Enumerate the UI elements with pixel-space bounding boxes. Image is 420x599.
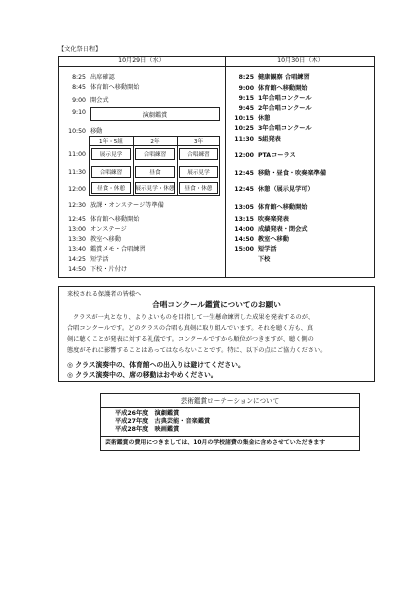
event: 教室へ移動 bbox=[90, 236, 121, 243]
notice-point: ◎ クラス演奏中の、席の移動はおやめください。 bbox=[67, 371, 218, 379]
notice-box bbox=[58, 286, 375, 382]
event: 休憩（展示見学可） bbox=[258, 186, 314, 193]
time: 14:50 bbox=[68, 266, 86, 273]
time: 8:45 bbox=[72, 84, 86, 91]
event: 3年合唱コンクール bbox=[258, 125, 312, 132]
time: 10:25 bbox=[234, 125, 254, 132]
day1-date: 10月29日（水） bbox=[118, 57, 165, 64]
notice-point: ◎ クラス演奏中の、体育館への出入りは避けてください。 bbox=[67, 361, 245, 369]
event: 体育館へ移動開始 bbox=[258, 85, 308, 92]
event: 放課・オンステージ等準備 bbox=[90, 202, 164, 209]
event: 開会式 bbox=[90, 97, 109, 104]
event: 体育館へ移動開始 bbox=[90, 216, 140, 223]
event: 健康観察 合唱練習 bbox=[258, 74, 310, 81]
rotation-item: 平成28年度 映画鑑賞 bbox=[115, 426, 180, 433]
time: 9:00 bbox=[238, 85, 254, 92]
time: 9:45 bbox=[238, 105, 254, 112]
notice-body-line: 合唱コンクールです。どのクラスの合唱も真剣に取り組んでいます。それを聴く方も、真 bbox=[67, 325, 314, 332]
notice-body-line: 態度がそれに影響することはあってはならないことです。特に、以下の点にご協力ください。 bbox=[67, 347, 327, 354]
grid-cell: 合唱練習 bbox=[91, 166, 131, 178]
rotation-title: 芸術鑑賞ローテーションについて bbox=[180, 397, 280, 405]
header-rule bbox=[58, 66, 375, 67]
time: 10:50 bbox=[68, 128, 86, 135]
grid-cell: 展示見学 bbox=[91, 148, 131, 160]
time: 12:45 bbox=[68, 216, 86, 223]
event: 短学活 bbox=[258, 246, 277, 253]
grid-cell: 合唱練習 bbox=[179, 148, 218, 160]
grid-cell: 展示見学・休憩 bbox=[135, 182, 175, 194]
rotation-item: 平成27年度 古典芸能・音楽鑑賞 bbox=[115, 418, 211, 425]
time: 12:30 bbox=[68, 202, 86, 209]
time: 14:00 bbox=[234, 226, 254, 233]
time: 8:25 bbox=[72, 74, 86, 81]
event: 短学活 bbox=[90, 256, 109, 263]
time: 14:25 bbox=[68, 256, 86, 263]
event: 下校 bbox=[258, 256, 271, 263]
day-divider bbox=[225, 56, 226, 278]
grid-header: 3年 bbox=[193, 138, 204, 145]
time: 9:10 bbox=[72, 109, 86, 116]
event: 2年合唱コンクール bbox=[258, 105, 312, 112]
time: 13:30 bbox=[68, 236, 86, 243]
time: 12:00 bbox=[234, 152, 254, 159]
notice-greeting: 来校される保護者の皆様へ bbox=[67, 291, 142, 298]
event: 5組発表 bbox=[258, 136, 281, 143]
grid-rule bbox=[89, 145, 220, 146]
event: 移動・昼食・吹奏楽準備 bbox=[258, 170, 327, 177]
rotation-footer: 芸術鑑賞の費用につきましては、10月の学校諸費の集金に含めさせていただきます bbox=[105, 440, 326, 446]
event: PTAコーラス bbox=[258, 152, 296, 159]
grid-cell: 昼食・休憩 bbox=[179, 182, 218, 194]
time: 12:00 bbox=[68, 186, 86, 193]
event: 出席確認 bbox=[90, 74, 115, 81]
event: 休憩 bbox=[258, 115, 271, 122]
time: 13:40 bbox=[68, 246, 86, 253]
time: 9:15 bbox=[238, 95, 254, 102]
grid-cell: 合唱練習 bbox=[135, 148, 175, 160]
event: 下校・片付け bbox=[90, 266, 128, 273]
event: 吹奏楽発表 bbox=[258, 216, 289, 223]
event: オンステージ bbox=[90, 226, 127, 233]
time: 14:50 bbox=[234, 236, 254, 243]
time: 10:15 bbox=[234, 115, 254, 122]
time: 11:30 bbox=[68, 169, 86, 176]
time: 8:25 bbox=[238, 74, 254, 81]
notice-body-line: クラスが一丸となり、よりよいものを目指して一生懸命練習した成果を発表するのが、 bbox=[73, 314, 315, 321]
time: 13:05 bbox=[234, 204, 254, 211]
theater-label: 演劇鑑賞 bbox=[142, 111, 168, 119]
grid-header: 1年・5組 bbox=[99, 138, 123, 145]
event: 教室へ移動 bbox=[258, 236, 289, 243]
event: 体育館へ移動開始 bbox=[258, 204, 308, 211]
notice-body-line: 剣に聴くことが発表に対する礼儀です。コンクールですから順位がつきますが、聴く側の bbox=[67, 336, 314, 343]
grid-cell: 昼食 bbox=[135, 166, 175, 178]
event: 体育館へ移動開始 bbox=[90, 84, 140, 91]
time: 11:30 bbox=[234, 136, 254, 143]
notice-title: 合唱コンクール鑑賞についてのお願い bbox=[152, 300, 281, 309]
time: 12:45 bbox=[234, 170, 254, 177]
event: 鑑賞メモ・合唱練習 bbox=[90, 246, 146, 253]
rotation-rule bbox=[101, 436, 359, 437]
schedule-heading: 【文化祭日程】 bbox=[58, 46, 102, 53]
event: 1年合唱コンクール bbox=[258, 95, 312, 102]
rotation-item: 平成26年度 演劇鑑賞 bbox=[115, 410, 180, 417]
event: 移動 bbox=[90, 128, 103, 135]
time: 13:00 bbox=[68, 226, 86, 233]
time: 12:45 bbox=[234, 186, 254, 193]
time: 15:00 bbox=[234, 246, 254, 253]
time: 9:00 bbox=[72, 97, 86, 104]
grid-header: 2年 bbox=[150, 138, 160, 145]
day2-date: 10月30日（木） bbox=[277, 57, 324, 64]
theater-box bbox=[90, 107, 220, 121]
time: 13:15 bbox=[234, 216, 254, 223]
time: 11:00 bbox=[68, 151, 86, 158]
grid-cell: 展示見学 bbox=[179, 166, 218, 178]
rotation-rule bbox=[101, 407, 359, 408]
grid-cell: 昼食・休憩 bbox=[91, 182, 131, 194]
rotation-box bbox=[100, 393, 360, 451]
event: 成績発表・閉会式 bbox=[258, 226, 308, 233]
